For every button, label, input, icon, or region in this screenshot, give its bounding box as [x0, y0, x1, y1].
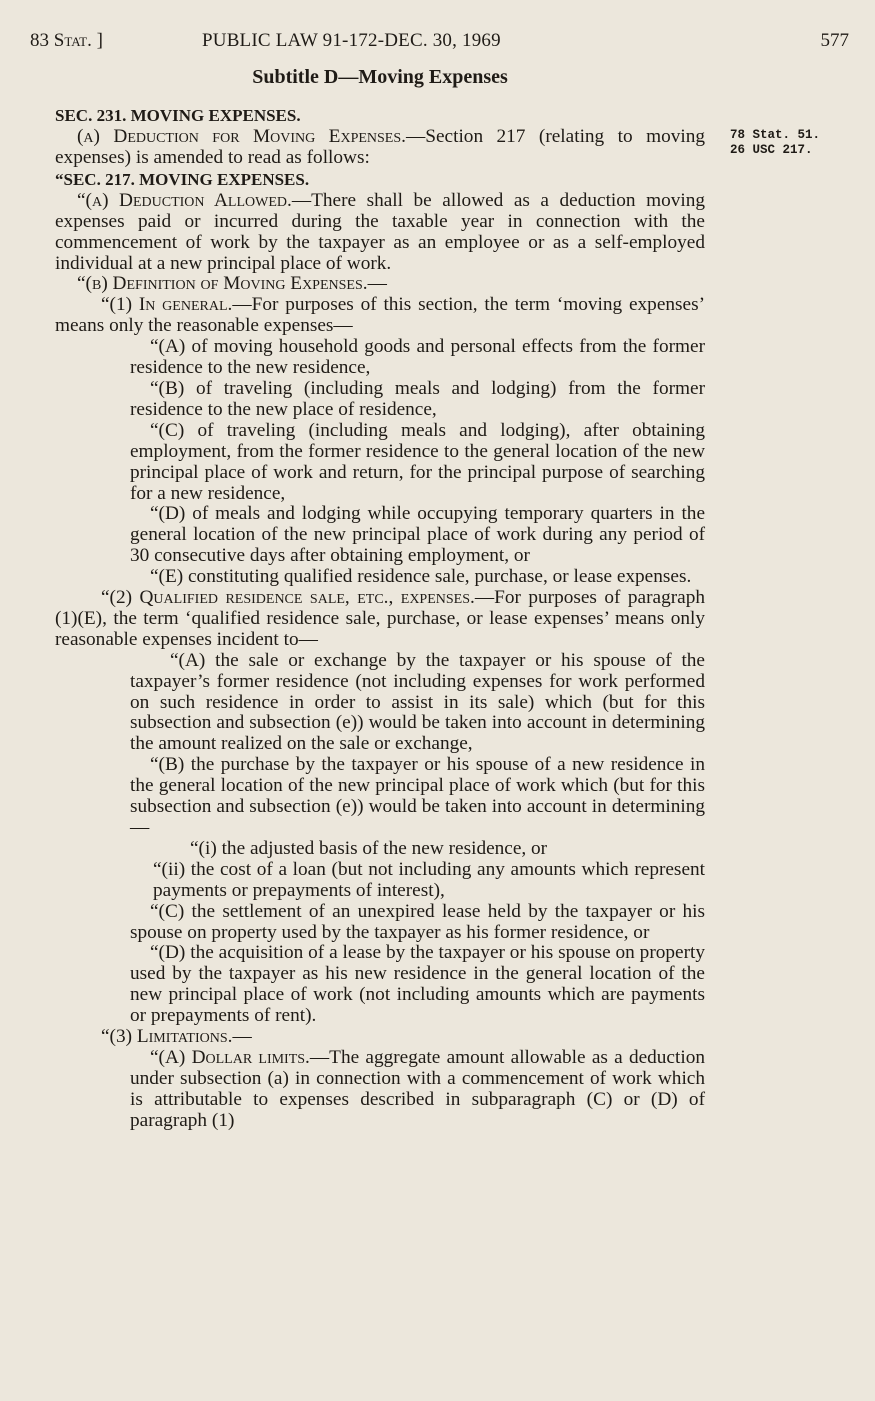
subparagraph: “(A) the sale or exchange by the taxpayer or his spouse of the taxpayer’s former residence (not including expenses for work performed on such residence in order to assist in its sale) which (but for this subsection and subsection (e)) would be taken into account in determining the amount realized on the sale or exchange, [130, 649, 705, 755]
paragraph [55, 274, 705, 295]
paragraph-heading: “(b) Definition of Moving Expenses.— [77, 273, 387, 295]
paragraph-heading: “(1) In general. [101, 294, 233, 316]
statute-reference: 83 Stat. ] [30, 30, 103, 51]
paragraph-heading: “(3) Limitations.— [101, 1026, 252, 1048]
subparagraph: “(D) the acquisition of a lease by the taxpayer or his spouse on property used by the taxpayer as his new residence in the general location of the new principal place of work (not including amounts which are payments or prepayments of rent). [130, 942, 705, 1027]
paragraph: “(2) Qualified residence sale, etc., expenses.—For purposes of paragraph (1)(E), the term ‘qualified residence sale, purchase, or lease expenses’ means only reasonable expenses incident to— [55, 587, 705, 650]
clause: “(ii) the cost of a loan (but not including any amounts which represent payments or prepayments of interest), [153, 858, 705, 901]
paragraph-heading: (a) Deduction for Moving Expenses. [77, 126, 406, 147]
subparagraph: “(E) constituting qualified residence sale, purchase, or lease expenses. [150, 566, 692, 588]
subparagraph: “(C) of traveling (including meals and lodging), after obtaining employment, from the former residence to the general location of the new principal place of work and return, for the principal purpose of searching for a new residence, [130, 419, 705, 504]
paragraph-heading: “(2) Qualified residence sale, etc., expenses. [101, 587, 475, 609]
margin-citation-line: 26 USC 217. [730, 143, 813, 157]
section-heading: SEC. 231. MOVING EXPENSES. [55, 106, 301, 125]
subparagraph: “(B) the purchase by the taxpayer or his spouse of a new residence in the general location of the new principal place of work which (but for this subsection and subsection (e)) would be taken into account in determining— [130, 754, 705, 838]
document-body [55, 105, 705, 1132]
subparagraph: “(C) the settlement of an unexpired lease held by the taxpayer or his spouse on property used by the taxpayer as his former residence, or [130, 900, 705, 943]
paragraph-heading: “(a) Deduction Allowed. [77, 189, 292, 211]
margin-citation [730, 128, 820, 158]
subparagraph: “(A) of moving household goods and personal effects from the former residence to the new residence, [130, 336, 705, 379]
margin-citation-line: 78 Stat. 51. [730, 128, 821, 142]
subparagraph: “(D) of meals and lodging while occupying temporary quarters in the general location of the new principal place of work during any period of 30 consecutive days after obtaining employment, or [130, 503, 705, 567]
paragraph: “(a) Deduction Allowed.—There shall be allowed as a deduction moving expenses paid or incurred during the taxable year in connection with the commencement of work by the taxpayer as an employee or as a self-employed individual at a new principal place of work. [55, 189, 706, 274]
paragraph: “(1) In general.—For purposes of this section, the term ‘moving expenses’ means only the reasonable expenses— [55, 294, 706, 337]
clause: “(i) the adjusted basis of the new residence, or [190, 837, 548, 859]
page-header-title: PUBLIC LAW 91-172-DEC. 30, 1969 [202, 30, 501, 51]
paragraph-heading: “(A) Dollar limits. [150, 1046, 310, 1068]
page-number: 577 [820, 30, 849, 51]
paragraph: (a) Deduction for Moving Expenses.—Section 217 (relating to moving expenses) is amended to read as follows: [55, 126, 706, 168]
subparagraph: “(A) Dollar limits.—The aggregate amount allowable as a deduction under subsection (a) in connection with a commencement of work which is attributable to expenses described in subparagraph (C) or (D) of paragraph (1) [130, 1046, 705, 1131]
subparagraph: “(B) of traveling (including meals and lodging) from the former residence to the new place of residence, [130, 377, 705, 420]
subtitle-heading: Subtitle D—Moving Expenses [252, 66, 508, 88]
paragraph [55, 1027, 705, 1048]
section-heading: “SEC. 217. MOVING EXPENSES. [55, 169, 310, 189]
